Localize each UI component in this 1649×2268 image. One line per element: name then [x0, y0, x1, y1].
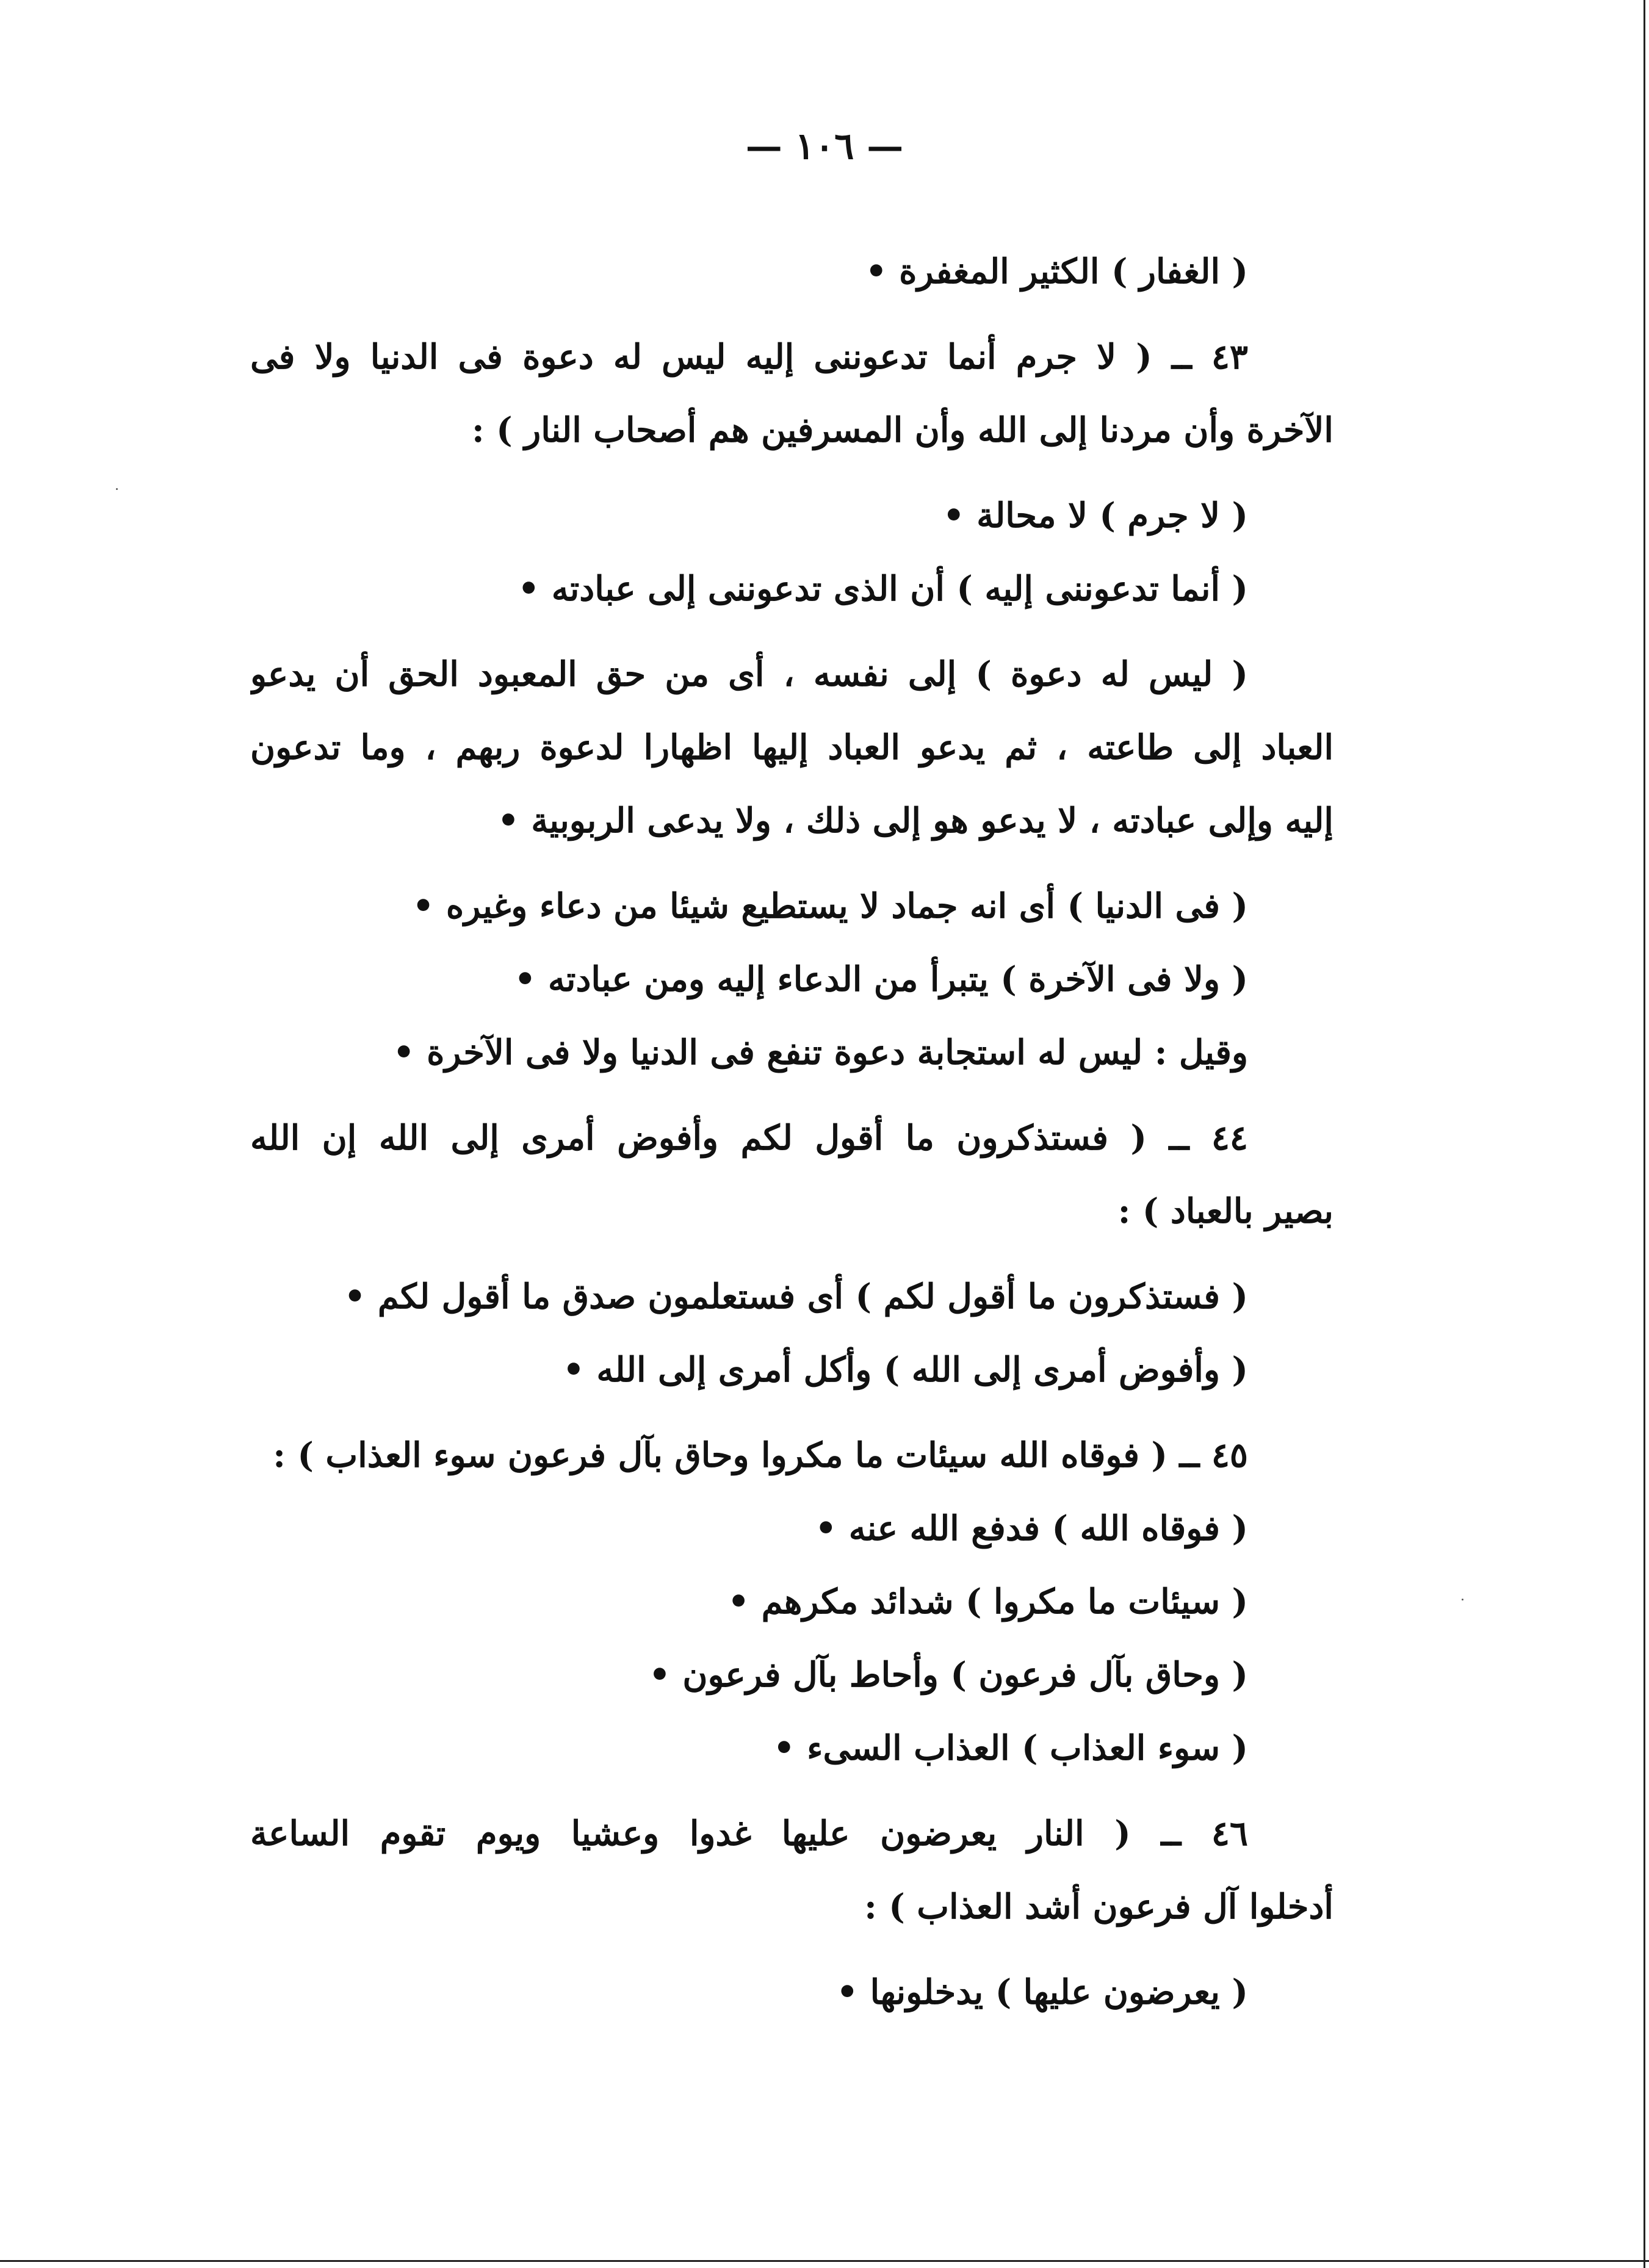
text-line: ( يعرضون عليها ) يدخلونها •: [836, 1972, 1248, 2012]
text-line: الآخرة وأن مردنا إلى الله وأن المسرفين هم أصحاب النار ) :: [471, 410, 1333, 450]
page-number: — ١٠٦ —: [745, 125, 904, 168]
text-line: ( سيئات ما مكروا ) شدائد مكرهم •: [727, 1582, 1248, 1622]
text-line: ( ولا فى الآخرة ) يتبرأ من الدعاء إليه ومن عبادته •: [514, 959, 1248, 999]
text-line: ( لا جرم ) لا محالة •: [942, 495, 1248, 536]
text-line: ( فى الدنيا ) أى انه جماد لا يستطيع شيئا من دعاء وغيره •: [412, 886, 1248, 926]
text-line: ( أنما تدعوننى إليه ) أن الذى تدعوننى إلى عبادته •: [518, 569, 1248, 609]
scan-speck: [116, 488, 118, 490]
text-line: العباد إلى طاعته ، ثم يدعو العباد إليها اظهارا لدعوة ربهم ، وما تدعون: [250, 727, 1333, 768]
text-line: ٤٣ ــ ( لا جرم أنما تدعوننى إليه ليس له دعوة فى الدنيا ولا فى: [250, 337, 1248, 377]
page-edge-bottom: [0, 2260, 1649, 2262]
text-line: ٤٤ ــ ( فستذكرون ما أقول لكم وأفوض أمرى إلى الله إن الله: [250, 1118, 1248, 1158]
text-line: ( وحاق بآل فرعون ) وأحاط بآل فرعون •: [649, 1655, 1248, 1695]
text-line: إليه وإلى عبادته ، لا يدعو هو إلى ذلك ، ولا يدعى الربوبية •: [497, 801, 1333, 841]
text-line: ( وأفوض أمرى إلى الله ) وأكل أمرى إلى الله •: [563, 1350, 1248, 1390]
text-line: ( سوء العذاب ) العذاب السىء •: [773, 1728, 1248, 1768]
text-line: بصير بالعباد ) :: [1117, 1191, 1333, 1231]
text-line: ( ليس له دعوة ) إلى نفسه ، أى من حق المعبود الحق أن يدعو: [250, 654, 1248, 694]
text-line: ٤٥ ــ ( فوقاه الله سيئات ما مكروا وحاق بآل فرعون سوء العذاب ) :: [273, 1435, 1248, 1475]
page-edge-right: [1644, 0, 1645, 2268]
text-line: ٤٦ ــ ( النار يعرضون عليها غدوا وعشيا ويوم تقوم الساعة: [250, 1813, 1248, 1854]
body-text: [250, 235, 1333, 2029]
text-line: وقيل : ليس له استجابة دعوة تنفع فى الدنيا ولا فى الآخرة •: [392, 1032, 1248, 1073]
text-line: ( فوقاه الله ) فدفع الله عنه •: [815, 1508, 1248, 1549]
scan-speck: [1462, 1599, 1463, 1600]
text-line: ( فستذكرون ما أقول لكم ) أى فستعلمون صدق ما أقول لكم •: [344, 1276, 1248, 1317]
text-line: أدخلوا آل فرعون أشد العذاب ) :: [864, 1887, 1333, 1927]
text-line: ( الغفار ) الكثير المغفرة •: [865, 251, 1248, 292]
